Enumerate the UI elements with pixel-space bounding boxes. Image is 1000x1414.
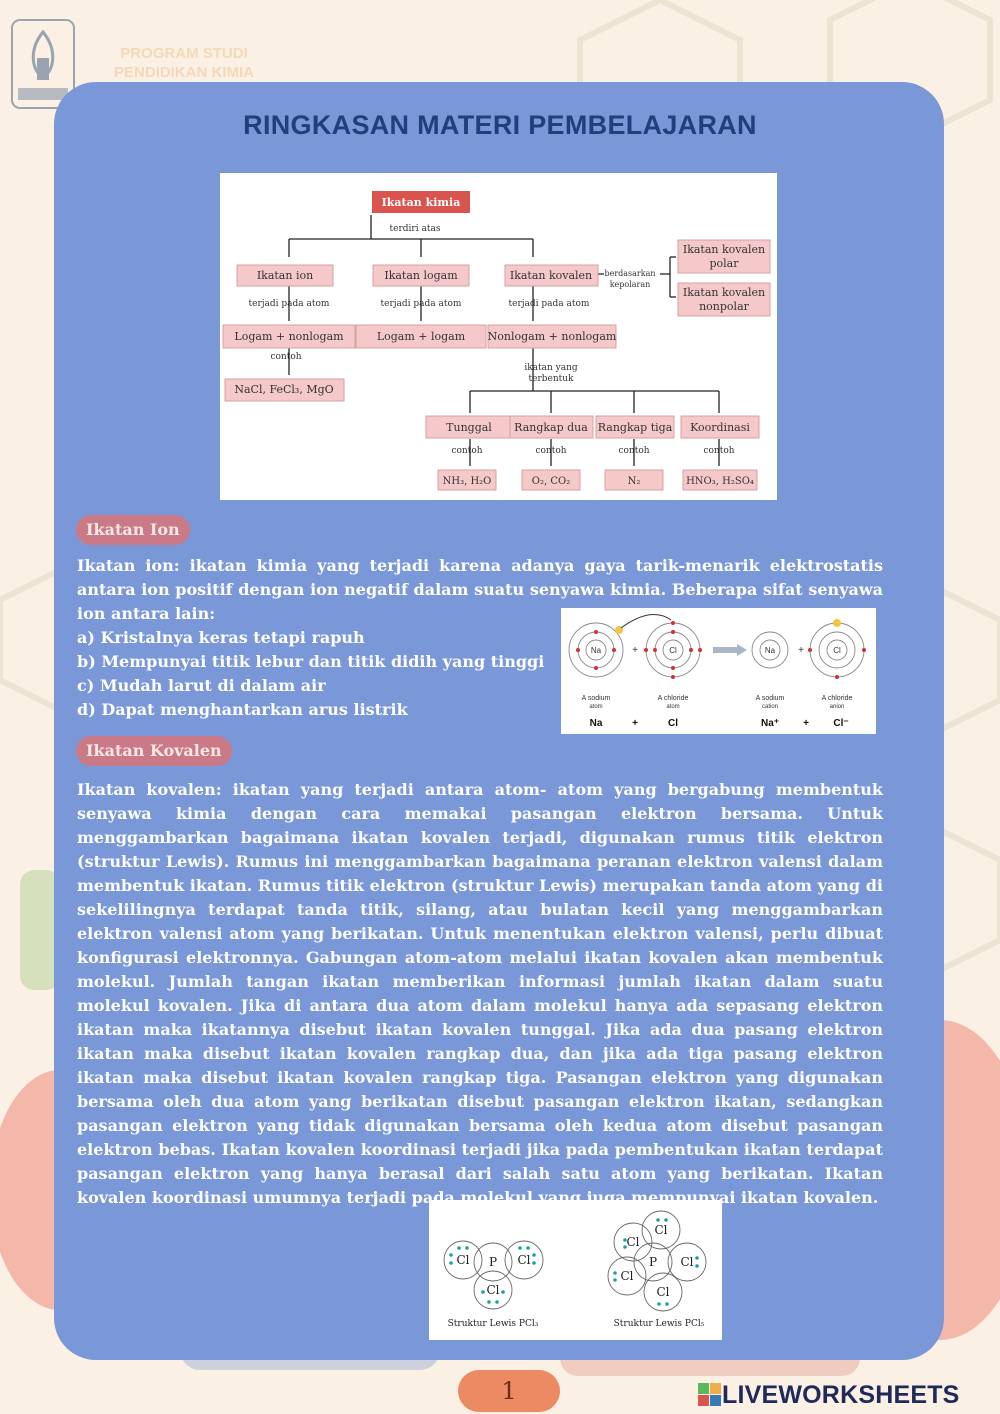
diagram-example-triple: N₂ <box>627 476 641 487</box>
list-item: d) Dapat menghantarkan arus listrik <box>77 700 408 719</box>
diagram-nonpolar-line2: nonpolar <box>699 300 749 313</box>
covalent-paragraph: Ikatan kovalen: ikatan yang terjadi antara atom- atom yang bergabung membentuk senyawa kimia dengan cara memakai pasangan elektron bersama. Untuk menggambarkan bagaimana ikatan kovalen terjadi, digunakan rumus titik elektron (struktur Lewis). Rumus ini menggambarkan bagaimana peranan elektron valensi dalam membentuk ikatan. Rumus titik elektron (struktur Lewis) merupakan tanda atom yang di sekelilingnya terdapat tanda titik, silang, atau bulatan kecil yang menggambarkan elektron valensi atom yang berikatan. Untuk menentukan elektron valensi, perlu dibuat konfigurasi elektronnya. Gabungan atom-atom melalui ikatan kovalen akan membentuk molekul. Jumlah tangan ikatan memberikan informasi jumlah ikatan dalam suatu molekul kovalen. Jika di antara dua atom dalam molekul hanya ada sepasang elektron ikatan maka ikatannya disebut ikatan kovalen tunggal. Jika ada dua pasang elektron ikatan maka disebut ikatan kovalen rangkap dua, dan jika ada tiga pasang elektron ikatan maka disebut ikatan kovalen rangkap tiga. Pasangan elektron yang digunakan bersama oleh dua atom yang berikatan disebut pasangan elektron ikatan, sedangkan pasangan elektron yang tidak digunakan bersama oleh kedua atom disebut pasangan elektron bebas. Ikatan kovalen koordinasi terjadi jika pada pembentukan ikatan terdapat pasangan elektron yang hanya berasal dari salah satu atom yang berikatan. Ikatan kovalen koordinasi umumnya terjadi pada molekul yang juga mempunyai ikatan kovalen. <box>77 780 883 1207</box>
diagram-type-covalent: Ikatan kovalen <box>509 269 593 282</box>
diagram-root-caption: terdiri atas <box>389 224 441 234</box>
ion-caption: A sodium <box>581 695 611 702</box>
program-line-2: PENDIDIKAN KIMIA <box>113 64 254 81</box>
diagram-root: Ikatan kimia <box>381 196 461 209</box>
lewis-right-caption: Struktur Lewis PCl₅ <box>613 1319 705 1329</box>
diagram-example-coordinate: HNO₃, H₂SO₄ <box>686 476 754 487</box>
list-item: a) Kristalnya keras tetapi rapuh <box>77 628 365 647</box>
ion-atom-na: Na <box>590 646 602 655</box>
ion-caption: cation <box>761 704 779 710</box>
diagram-kind-double: Rangkap dua <box>514 421 588 434</box>
diagram-type-caption-metal: terjadi pada atom <box>380 299 462 309</box>
chemical-bond-diagram <box>220 173 777 500</box>
diagram-covalent-caption-2: terbentuk <box>528 374 574 384</box>
diagram-type-caption-ion: terjadi pada atom <box>248 299 330 309</box>
diagram-kind-coordinate: Koordinasi <box>690 421 750 434</box>
lewis-left-atom: Cl <box>517 1253 531 1267</box>
diagram-atoms-metal: Logam + logam <box>376 330 466 343</box>
diagram-type-metal: Ikatan logam <box>384 269 458 282</box>
lewis-structure-figure <box>429 1200 722 1340</box>
page-title: RINGKASAN MATERI PEMBELAJARAN <box>243 110 757 140</box>
diagram-ion-example: NaCl, FeCl₃, MgO <box>234 383 334 396</box>
lewis-right-atom: Cl <box>680 1255 694 1269</box>
diagram-example-single: NH₃, H₂O <box>442 476 492 487</box>
lewis-right-atom: Cl <box>620 1269 634 1283</box>
ion-eq-plus: + <box>632 718 638 729</box>
section-label-covalent: Ikatan Kovalen <box>76 736 232 766</box>
diagram-type-caption-covalent: terjadi pada atom <box>508 299 590 309</box>
section-label-ion: Ikatan Ion <box>76 515 190 545</box>
diagram-polarity-caption-2: kepolaran <box>609 280 651 289</box>
liveworksheets-icon <box>698 1383 722 1407</box>
liveworksheets-text: LIVEWORKSHEETS <box>722 1380 960 1409</box>
lewis-right-atom: Cl <box>626 1235 640 1249</box>
ion-eq-plus-2: + <box>803 718 809 729</box>
diagram-example-double: O₂, CO₂ <box>531 476 571 487</box>
lewis-right-atom: Cl <box>656 1285 670 1299</box>
diagram-kind-triple: Rangkap tiga <box>597 421 673 434</box>
diagram-type-ion: Ikatan ion <box>256 269 314 282</box>
lewis-right-atom: Cl <box>654 1223 668 1237</box>
diagram-covalent-caption-1: ikatan yang <box>524 363 578 373</box>
diagram-example-caption-double: contoh <box>535 446 567 456</box>
ion-eq-cl-minus: Cl⁻ <box>833 718 849 729</box>
diagram-example-caption-single: contoh <box>451 446 483 456</box>
diagram-atoms-covalent: Nonlogam + nonlogam <box>487 330 617 343</box>
list-item: c) Mudah larut di dalam air <box>77 676 326 695</box>
lewis-right-atom: P <box>648 1255 658 1269</box>
ion-eq-cl: Cl <box>668 718 678 729</box>
lewis-left-atom: P <box>488 1255 498 1269</box>
ion-caption: atom <box>589 704 603 710</box>
list-item: b) Mempunyai titik lebur dan titik didih yang tinggi <box>77 652 545 671</box>
ion-caption: anion <box>829 704 845 710</box>
diagram-polar-line2: polar <box>709 257 739 270</box>
ion-eq-na-plus: Na⁺ <box>760 718 780 729</box>
ionic-bond-figure <box>561 608 876 734</box>
lewis-left-atom: Cl <box>456 1253 470 1267</box>
ion-caption: A sodium <box>755 695 785 702</box>
svg-text:+: + <box>798 645 804 656</box>
diagram-polarity-caption-1: berdasarkan <box>604 269 656 278</box>
liveworksheets-logo <box>698 1378 960 1412</box>
ion-anion-cl: Cl <box>833 646 841 655</box>
lewis-left-caption: Struktur Lewis PCl₃ <box>447 1319 539 1329</box>
diagram-nonpolar-line1: Ikatan kovalen <box>682 286 766 299</box>
ion-atom-cl: Cl <box>669 646 677 655</box>
ion-caption: A chloride <box>657 695 689 702</box>
ion-cation-na: Na <box>764 646 776 655</box>
program-line-1: PROGRAM STUDI <box>120 45 248 62</box>
diagram-example-caption-coordinate: contoh <box>703 446 735 456</box>
svg-text:+: + <box>632 645 638 656</box>
diagram-atoms-ion: Logam + nonlogam <box>234 330 344 343</box>
program-name <box>84 44 284 82</box>
page-number: 1 <box>458 1370 560 1412</box>
diagram-example-caption-ion: contoh <box>270 352 302 362</box>
ion-eq-na: Na <box>589 718 603 729</box>
ion-properties-list <box>77 626 544 722</box>
diagram-example-caption-triple: contoh <box>618 446 650 456</box>
lewis-left-atom: Cl <box>486 1283 500 1297</box>
diagram-kind-single: Tunggal <box>446 421 492 434</box>
ion-caption: A chloride <box>821 695 853 702</box>
ion-caption: atom <box>666 704 680 710</box>
diagram-polar-line1: Ikatan kovalen <box>682 243 766 256</box>
ion-paragraph: Ikatan ion: ikatan kimia yang terjadi karena adanya gaya tarik-menarik elektrostatis antara ion positif dengan ion negatif dalam suatu senyawa kimia. Beberapa sifat senyawa ion antara lain: <box>77 556 883 623</box>
